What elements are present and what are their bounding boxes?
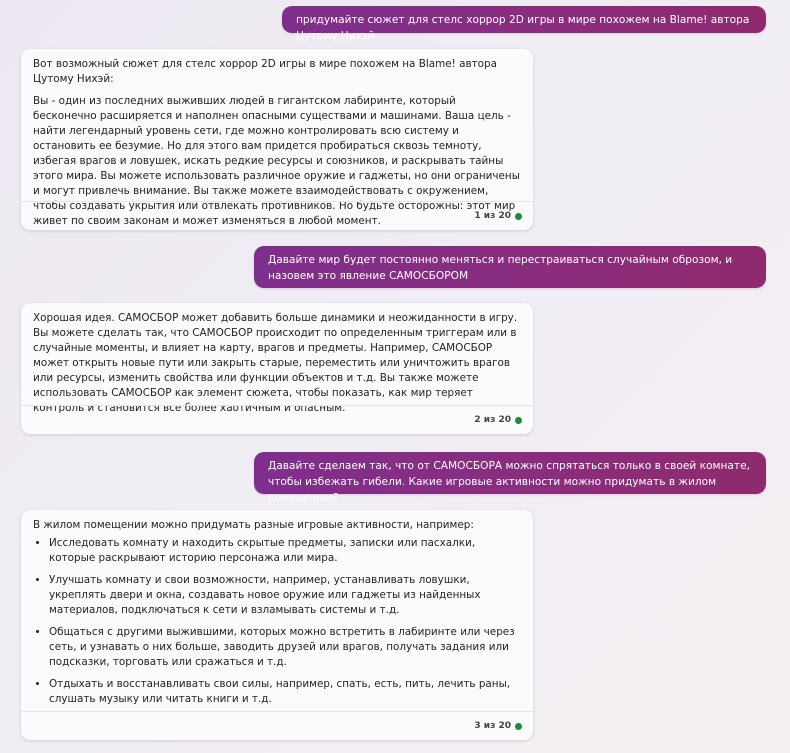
status-dot-icon <box>515 723 522 730</box>
bot-message <box>21 510 533 740</box>
list-item: • Общаться с другими выжившими, которых можно встретить в лабиринте или через сеть, и узнавать о них больше, заводить друзей или врагов, получать задания или подсказки, торговать или сражаться и т.д. <box>49 625 521 670</box>
list-item: • Исследовать комнату и находить скрытые предметы, записки или пасхалки, которые раскрывают историю персонажа или мира. <box>49 536 521 566</box>
user-message <box>282 6 766 42</box>
user-message-text: Давайте мир будет постоянно меняться и перестраиваться случайным оброзом, и назовем это явление САМОСБОРОМ <box>268 254 733 282</box>
status-dot-icon <box>515 213 522 220</box>
bot-message-text: Вы - один из последних выживших людей в гигантском лабиринте, который бесконечно расширяется и наполнен опасными существами и машинами. Ваша цель - найти легендарный уровень сети, где можно контролировать всю систему и остановить ее безумие. Но для этого вам придется пробираться сквозь темноту, избегая врагов и ловушек, искать редкие ресурсы и союзников, и раскрывать тайны этого мира. Вы можете использовать различное оружие и гаджеты, но они ограничены и могут привлечь внимание. Вы также можете взаимодействовать с окружением, чтобы создавать укрытия или отвлекать противников. Но будьте осторожны: этот мир живет по своим законам и может изменяться в любой момент. <box>33 95 520 227</box>
bot-message-footer <box>21 201 533 230</box>
bot-message-text: Хорошая идея. САМОСБОР может добавить больше динамики и неожиданности в игру. Вы можете сделать так, что САМОСБОР происходит по определенным триггерам или в случайные моменты, и влияет на карту, врагов и предметы. Например, САМОСБОР может открыть новые пути или закрыть старые, переместить или уничтожить врагов или ресурсы, изменить свойства или функции объектов и т.д. Вы также можете использовать САМОСБОР как элемент сюжета, чтобы показать, как мир теряет контроль и становится все более хаотичным и опасным. <box>33 312 518 414</box>
bot-message-footer <box>21 405 533 434</box>
user-message <box>254 452 766 504</box>
bot-message-footer <box>21 711 533 740</box>
bot-message-intro: В жилом помещении можно придумать разные игровые активности, например: <box>33 519 474 531</box>
response-counter: 1 из 20 <box>474 210 511 221</box>
list-item: • Отдыхать и восстанавливать свои силы, например, спать, есть, пить, лечить раны, слушать музыку или читать книги и т.д. <box>49 677 521 707</box>
response-counter: 2 из 20 <box>474 414 511 425</box>
user-message-text: придумайте сюжет для стелс хоррор 2D игры в мире похожем на Blame! автора Цутому Нихэй <box>296 14 750 42</box>
status-dot-icon <box>515 417 522 424</box>
bot-message-intro: Вот возможный сюжет для стелс хоррор 2D игры в мире похожем на Blame! автора Цутому Нихэй: <box>33 58 497 85</box>
user-message-text: Давайте сделаем так, что от САМОСБОРА можно спрятаться только в своей комнате, чтобы избежать гибели. Какие игровые активности можно придумать в жилом помещении? <box>268 460 750 504</box>
bot-message <box>21 49 533 230</box>
user-message <box>254 246 766 288</box>
bot-message <box>21 303 533 434</box>
bot-message-list <box>33 536 521 707</box>
list-item: • Улучшать комнату и свои возможности, например, устанавливать ловушки, укреплять двери и окна, создавать новое оружие или гаджеты из найденных материалов, подключаться к сети и взламывать системы и т.д. <box>49 573 521 618</box>
response-counter: 3 из 20 <box>474 720 511 731</box>
